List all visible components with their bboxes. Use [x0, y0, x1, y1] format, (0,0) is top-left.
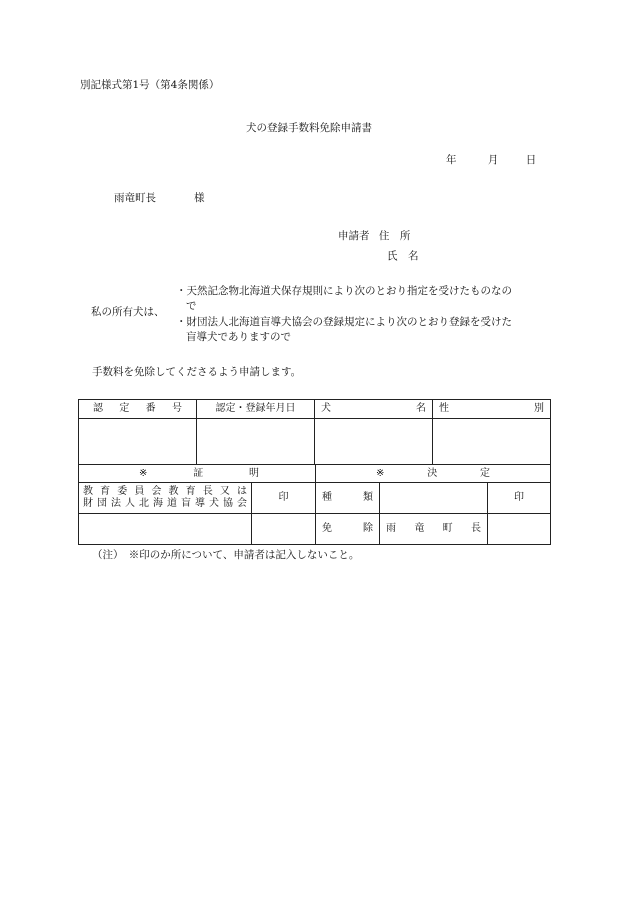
name-label: 氏 名	[387, 250, 419, 262]
bullet-guide-dog: ・財団法人北海道盲導犬協会の登録規定により次のとおり登録を受けた 盲導犬でありますので	[176, 316, 512, 343]
header-cert-number: 認 定 番 号	[79, 400, 197, 419]
date-line	[446, 155, 536, 166]
town-mayor-cell: 雨 竜 町 長	[380, 514, 488, 545]
request-text: 手数料を免除してくださるよう申請します。	[92, 366, 302, 378]
decision-seal: 印	[488, 483, 551, 514]
proof-blank-cell[interactable]	[79, 514, 252, 545]
addressee-mayor: 雨竜町長	[114, 192, 156, 204]
exempt-label: 免 除	[316, 514, 380, 545]
dog-name-cell[interactable]	[315, 419, 433, 465]
address-label: 住 所	[378, 230, 411, 242]
addressee-honorific: 様	[194, 192, 205, 204]
type-label: 種 類	[316, 483, 380, 514]
footnote: （注） ※印のか所について、申請者は記入しないこと。	[92, 549, 360, 561]
month-label: 月	[487, 154, 499, 166]
header-cert-date: 認定・登録年月日	[197, 400, 315, 419]
header-sex: 性 別	[433, 400, 551, 419]
header-dog-name: 犬 名	[315, 400, 433, 419]
sex-cell[interactable]	[433, 419, 551, 465]
addressee	[114, 193, 205, 204]
bullet-hokkaido-dog: ・天然記念物北海道犬保存規則により次のとおり指定を受けたものなの で	[176, 285, 512, 312]
owner-label: 私の所有犬は、	[91, 306, 165, 318]
decision-blank-cell[interactable]	[488, 514, 551, 545]
cert-number-cell[interactable]	[79, 419, 197, 465]
year-label: 年	[446, 154, 457, 166]
applicant-label: 申請者	[338, 230, 370, 242]
proof-blank-seal-cell[interactable]	[252, 514, 316, 545]
document-title: 犬の登録手数料免除申請書	[246, 122, 372, 134]
decision-header: ※ 決 定	[316, 465, 551, 483]
issuer-seal: 印	[252, 483, 316, 514]
issuer-line-2: 財団法人北海道盲導犬協会	[83, 498, 247, 509]
form-reference: 別記様式第1号（第4条関係）	[80, 79, 220, 91]
applicant-block	[338, 231, 410, 242]
proof-header: ※ 証 明	[79, 465, 316, 483]
issuer-cell	[79, 483, 252, 514]
type-value-cell[interactable]	[380, 483, 488, 514]
dog-info-table	[78, 399, 551, 465]
cert-date-cell[interactable]	[197, 419, 315, 465]
issuer-line-1: 教育委員会教育長又は	[83, 486, 247, 497]
day-label: 日	[525, 154, 537, 166]
official-use-table	[78, 464, 551, 545]
